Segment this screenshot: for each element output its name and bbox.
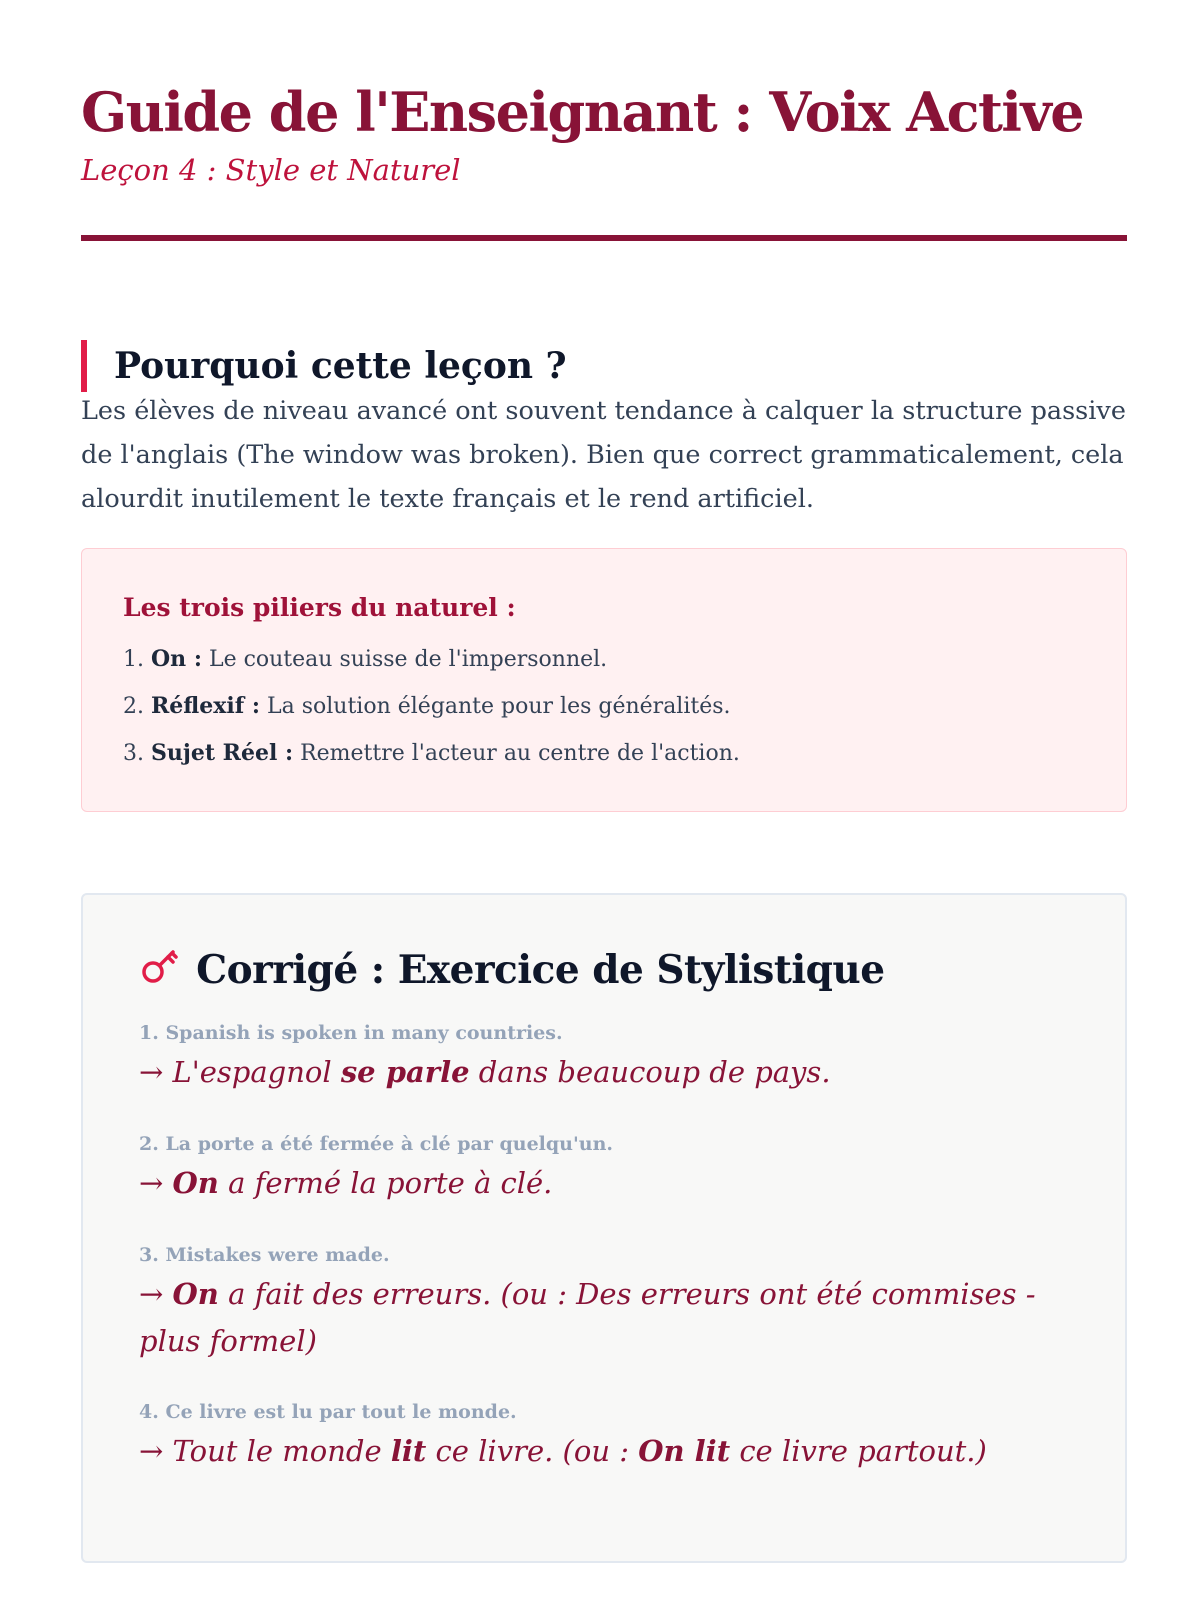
arrow-icon: → xyxy=(139,1277,164,1311)
answer-highlight: se parle xyxy=(340,1055,470,1089)
answer-text: L'espagnol xyxy=(172,1055,332,1089)
pillar-number: 2. xyxy=(123,694,144,719)
answer-key-box xyxy=(81,893,1127,1563)
answer-text: ce livre. (ou : xyxy=(435,1434,629,1468)
intro-paragraph: Les élèves de niveau avancé ont souvent tendance à calquer la structure passive de l'anglais (The window was broken). Bien que correct grammaticalement, cela alourdit inutilement le texte français et le rend artificiel. xyxy=(81,396,1126,514)
arrow-icon: → xyxy=(139,1055,164,1089)
answer-highlight: lit xyxy=(390,1434,427,1468)
exercise-prompt: 4. Ce livre est lu par tout le monde. xyxy=(139,1401,517,1423)
pillar-description: La solution élégante pour les généralités. xyxy=(267,694,731,719)
exercise-item xyxy=(139,1130,1099,1207)
pillars-callout xyxy=(81,548,1127,812)
pillars-title: Les trois piliers du naturel : xyxy=(123,593,516,622)
pillar-item xyxy=(123,644,740,691)
pillar-term: Réflexif : xyxy=(151,693,260,719)
pillars-list xyxy=(123,644,740,785)
answer-text: ce livre partout.) xyxy=(739,1434,987,1468)
header-divider xyxy=(81,235,1127,241)
answer-highlight: On xyxy=(172,1277,219,1311)
page-title: Guide de l'Enseignant : Voix Active xyxy=(81,80,1084,144)
exercise-prompt: 2. La porte a été fermée à clé par quelqu'un. xyxy=(139,1133,614,1155)
pillar-description: Le couteau suisse de l'impersonnel. xyxy=(208,647,608,672)
pillar-description: Remettre l'acteur au centre de l'action. xyxy=(300,741,740,766)
answer-key-header xyxy=(139,947,885,1003)
exercise-item xyxy=(139,1398,1099,1475)
exercise-answer xyxy=(139,1160,1099,1207)
page-subtitle: Leçon 4 : Style et Naturel xyxy=(81,153,461,187)
answer-key-title: Corrigé : Exercice de Stylistique xyxy=(196,947,885,993)
pillar-term: On : xyxy=(151,646,202,672)
exercise-item xyxy=(139,1019,1099,1096)
answer-text: a fermé la porte à clé. xyxy=(228,1166,553,1200)
exercise-answer xyxy=(139,1049,1099,1096)
exercise-answer xyxy=(139,1271,1099,1365)
exercise-prompt: 1. Spanish is spoken in many countries. xyxy=(139,1022,563,1044)
arrow-icon: → xyxy=(139,1434,164,1468)
pillar-item xyxy=(123,738,740,785)
answer-text: dans beaucoup de pays. xyxy=(478,1055,831,1089)
answer-text: Tout le monde xyxy=(172,1434,382,1468)
exercise-item xyxy=(139,1241,1099,1365)
exercise-prompt: 3. Mistakes were made. xyxy=(139,1244,390,1266)
key-icon xyxy=(139,946,179,986)
pillar-number: 3. xyxy=(123,741,144,766)
pillar-item xyxy=(123,691,740,738)
answer-text: a fait des erreurs. (ou : Des erreurs ont été commises - plus formel) xyxy=(139,1277,1036,1358)
section-heading: Pourquoi cette leçon ? xyxy=(81,340,567,392)
exercise-answer xyxy=(139,1428,1099,1475)
answer-highlight: On xyxy=(172,1166,219,1200)
pillar-number: 1. xyxy=(123,647,144,672)
arrow-icon: → xyxy=(139,1166,164,1200)
answer-highlight: On lit xyxy=(638,1434,731,1468)
pillar-term: Sujet Réel : xyxy=(151,740,294,766)
